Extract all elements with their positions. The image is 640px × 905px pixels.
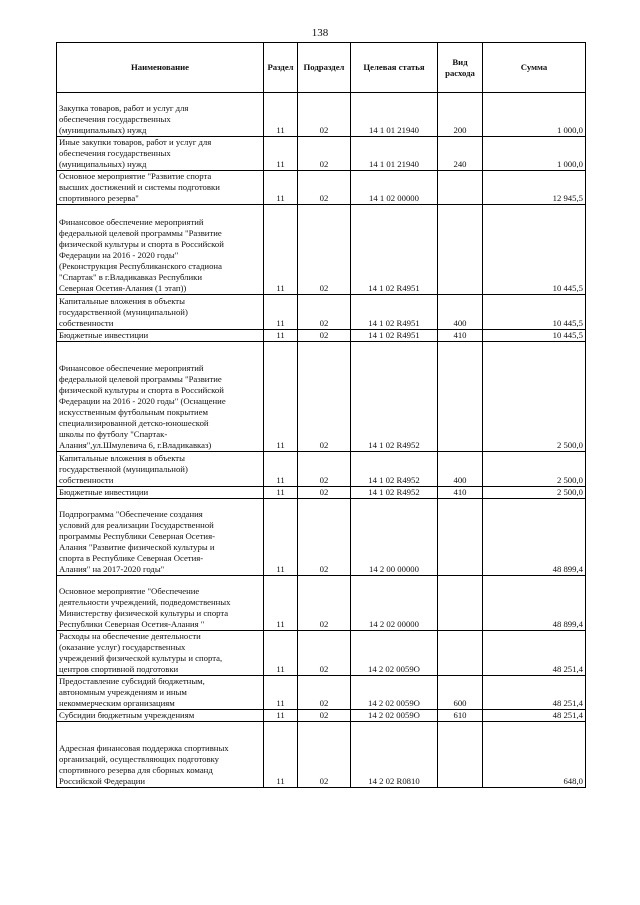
row-sum: 10 445,5 [483,330,586,342]
row-section: 11 [264,631,298,676]
header-section: Раздел [264,43,298,93]
row-section: 11 [264,710,298,722]
row-name: Финансовое обеспечение мероприятий федеральной целевой программы "Развитие физической культуры и спорта в Российской Федерации на 2016 - 2020 годы" (Оснащение искусственным футбольным покрытием специализированной детско-юношеской школы по футболу "Спартак- Алания",ул.Шмулевича 6, г.Владикавказ) [57,342,264,452]
row-name: Бюджетные инвестиции [57,330,264,342]
row-name: Адресная финансовая поддержка спортивных организаций, осуществляющих подготовку спортивного резерва для сборных команд Российской Федерации [57,722,264,788]
row-expense-type: 400 [438,452,483,487]
header-sum: Сумма [483,43,586,93]
row-name: Основное мероприятие "Обеспечение деятельности учреждений, подведомственных Министерству физической культуры и спорта Республики Северная Осетия-Алания " [57,576,264,631]
table-row [57,631,586,676]
row-name: Бюджетные инвестиции [57,487,264,499]
row-expense-type: 240 [438,137,483,171]
row-subsection: 02 [298,295,351,330]
budget-table [56,42,586,788]
row-section: 11 [264,576,298,631]
row-expense-type: 600 [438,676,483,710]
row-subsection: 02 [298,487,351,499]
table-row [57,722,586,788]
row-target: 14 1 02 R4952 [351,487,438,499]
row-expense-type [438,342,483,452]
row-name: Подпрограмма "Обеспечение создания условий для реализации Государственной программы Республики Северная Осетия- Алания "Развитие физической культуры и спорта в Республике Северная Осетия- Алания" на 2017-2020 годы" [57,499,264,576]
row-target: 14 1 02 R4952 [351,452,438,487]
row-expense-type [438,499,483,576]
row-name: Закупка товаров, работ и услуг для обеспечения государственных (муниципальных) нужд [57,93,264,137]
row-subsection: 02 [298,722,351,788]
row-expense-type [438,576,483,631]
row-section: 11 [264,295,298,330]
row-section: 11 [264,452,298,487]
header-target: Целевая статья [351,43,438,93]
row-expense-type: 200 [438,93,483,137]
row-name: Субсидии бюджетным учреждениям [57,710,264,722]
row-sum: 48 251,4 [483,710,586,722]
row-sum: 48 251,4 [483,676,586,710]
table-row [57,452,586,487]
row-section: 11 [264,342,298,452]
row-subsection: 02 [298,452,351,487]
table-body [57,93,586,788]
row-sum: 10 445,5 [483,205,586,295]
table-row [57,499,586,576]
row-sum: 48 251,4 [483,631,586,676]
row-section: 11 [264,499,298,576]
row-sum: 648,0 [483,722,586,788]
row-subsection: 02 [298,137,351,171]
table-row [57,576,586,631]
row-target: 14 1 02 00000 [351,171,438,205]
table-row [57,171,586,205]
row-sum: 48 899,4 [483,576,586,631]
table-row [57,205,586,295]
row-expense-type [438,722,483,788]
row-target: 14 1 02 R4952 [351,342,438,452]
table-row [57,342,586,452]
header-subsection: Подраздел [298,43,351,93]
table-header-row [57,43,586,93]
row-expense-type: 610 [438,710,483,722]
table-row [57,330,586,342]
row-target: 14 2 02 0059О [351,676,438,710]
row-section: 11 [264,137,298,171]
header-expense-type: Вид расхода [438,43,483,93]
row-target: 14 2 00 00000 [351,499,438,576]
row-target: 14 2 02 R0810 [351,722,438,788]
row-name: Основное мероприятие "Развитие спорта высших достижений и системы подготовки спортивного резерва" [57,171,264,205]
row-target: 14 1 02 R4951 [351,295,438,330]
row-target: 14 2 02 00000 [351,576,438,631]
row-section: 11 [264,171,298,205]
page-number: 138 [311,27,329,39]
row-subsection: 02 [298,205,351,295]
row-sum: 2 500,0 [483,487,586,499]
row-section: 11 [264,722,298,788]
row-name: Капитальные вложения в объекты государственной (муниципальной) собственности [57,295,264,330]
row-subsection: 02 [298,576,351,631]
row-subsection: 02 [298,631,351,676]
table-row [57,487,586,499]
row-sum: 2 500,0 [483,342,586,452]
row-target: 14 2 02 0059О [351,710,438,722]
row-expense-type: 410 [438,330,483,342]
row-section: 11 [264,93,298,137]
row-subsection: 02 [298,676,351,710]
row-expense-type: 410 [438,487,483,499]
table-row [57,137,586,171]
row-target: 14 1 01 21940 [351,137,438,171]
row-section: 11 [264,205,298,295]
row-name: Иные закупки товаров, работ и услуг для обеспечения государственных (муниципальных) нужд [57,137,264,171]
row-subsection: 02 [298,710,351,722]
row-section: 11 [264,487,298,499]
row-expense-type: 400 [438,295,483,330]
row-sum: 1 000,0 [483,137,586,171]
table-row [57,710,586,722]
table-row [57,93,586,137]
row-section: 11 [264,330,298,342]
header-name: Наименование [57,43,264,93]
row-sum: 1 000,0 [483,93,586,137]
row-name: Финансовое обеспечение мероприятий федеральной целевой программы "Развитие физической культуры и спорта в Российской Федерации на 2016 - 2020 годы" (Реконструкция Республиканского стадиона "Спартак" в г.Владикавказ Республики Северная Осетия-Алания (1 этап)) [57,205,264,295]
row-subsection: 02 [298,342,351,452]
row-sum: 12 945,5 [483,171,586,205]
row-target: 14 2 02 0059О [351,631,438,676]
row-name: Расходы на обеспечение деятельности (оказание услуг) государственных учреждений физической культуры и спорта, центров спортивной подготовки [57,631,264,676]
table-row [57,676,586,710]
row-expense-type [438,205,483,295]
row-subsection: 02 [298,171,351,205]
row-expense-type [438,631,483,676]
row-name: Капитальные вложения в объекты государственной (муниципальной) собственности [57,452,264,487]
row-subsection: 02 [298,93,351,137]
row-target: 14 1 02 R4951 [351,330,438,342]
row-target: 14 1 02 R4951 [351,205,438,295]
row-name: Предоставление субсидий бюджетным, автономным учреждениям и иным некоммерческим организациям [57,676,264,710]
row-sum: 10 445,5 [483,295,586,330]
table-row [57,295,586,330]
row-sum: 48 899,4 [483,499,586,576]
row-subsection: 02 [298,499,351,576]
row-target: 14 1 01 21940 [351,93,438,137]
row-sum: 2 500,0 [483,452,586,487]
row-subsection: 02 [298,330,351,342]
row-section: 11 [264,676,298,710]
row-expense-type [438,171,483,205]
